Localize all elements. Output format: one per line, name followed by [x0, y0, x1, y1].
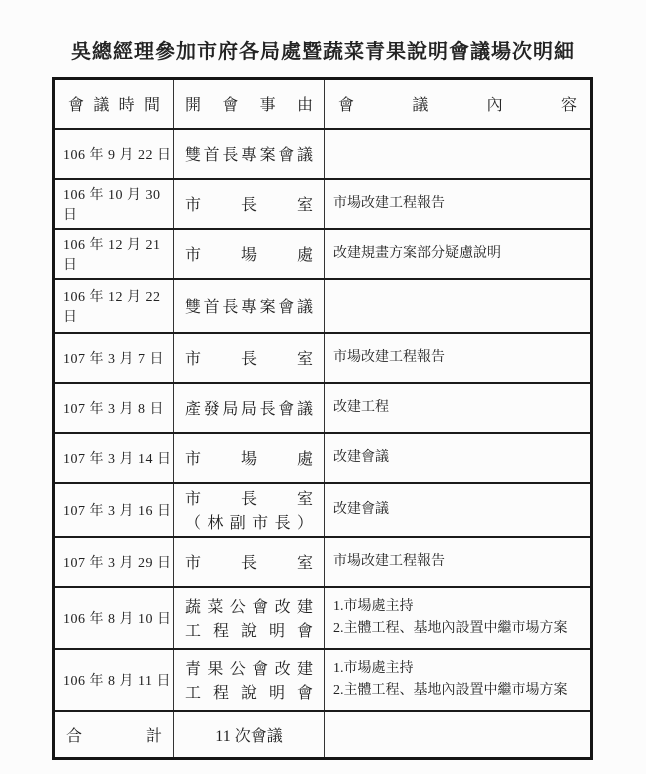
- meeting-date: 107 年 3 月 29 日: [54, 537, 174, 587]
- total-row: [54, 711, 592, 759]
- meeting-date: 106 年 12 月 22 日: [54, 279, 174, 333]
- table-header-row: [54, 79, 592, 129]
- meeting-date: 106 年 8 月 11 日: [54, 649, 174, 711]
- total-content: [325, 711, 592, 759]
- meeting-subject: 雙 首 長 專 案 會 議: [174, 279, 325, 333]
- meeting-date: 106 年 12 月 21 日: [54, 229, 174, 279]
- meeting-subject: 市 場 處: [174, 433, 325, 483]
- total-value: 11 次會議: [174, 711, 325, 759]
- meeting-date: 106 年 8 月 10 日: [54, 587, 174, 649]
- meeting-content: [325, 279, 592, 333]
- table-row: [54, 587, 592, 649]
- meeting-date: 107 年 3 月 7 日: [54, 333, 174, 383]
- meeting-content: 市場改建工程報告: [325, 179, 592, 229]
- header-meeting-subject-label: 開 會 事 由: [185, 97, 313, 115]
- meeting-subject: 市 長 室: [174, 537, 325, 587]
- table-row: [54, 649, 592, 711]
- meeting-content: [325, 129, 592, 179]
- meeting-date: 106 年 9 月 22 日: [54, 129, 174, 179]
- meeting-content: 市場改建工程報告: [325, 537, 592, 587]
- header-meeting-content: [325, 79, 592, 129]
- meeting-content: 市場改建工程報告: [325, 333, 592, 383]
- table-row: [54, 433, 592, 483]
- meeting-date: 106 年 10 月 30 日: [54, 179, 174, 229]
- meeting-subject: 市 長 室: [174, 333, 325, 383]
- table-row: [54, 229, 592, 279]
- meeting-subject: 雙 首 長 專 案 會 議: [174, 129, 325, 179]
- meeting-subject: 市 長 室: [174, 179, 325, 229]
- table-row: [54, 483, 592, 537]
- meeting-date: 107 年 3 月 14 日: [54, 433, 174, 483]
- meeting-subject: 市 場 處: [174, 229, 325, 279]
- meeting-content: 改建工程: [325, 383, 592, 433]
- meeting-date: 107 年 3 月 16 日: [54, 483, 174, 537]
- meeting-content: 1.市場處主持 2.主體工程、基地內設置中繼市場方案: [325, 649, 592, 711]
- table-row: [54, 279, 592, 333]
- meeting-content: 改建會議: [325, 483, 592, 537]
- meeting-date: 107 年 3 月 8 日: [54, 383, 174, 433]
- meeting-subject: 產 發 局 局 長 會 議: [174, 383, 325, 433]
- page-title: 吳總經理參加市府各局處暨蔬菜青果說明會議場次明細: [71, 41, 575, 63]
- meeting-schedule-table: [52, 77, 593, 760]
- table-row: [54, 333, 592, 383]
- header-meeting-time: [54, 79, 174, 129]
- table-row: [54, 383, 592, 433]
- header-meeting-content-label: 會 議 內 容: [338, 97, 577, 115]
- meeting-subject: 市 長 室 （ 林 副 市 長 ）: [174, 483, 325, 537]
- total-label: 合 計: [54, 711, 174, 759]
- table-row: [54, 537, 592, 587]
- meeting-content: 1.市場處主持 2.主體工程、基地內設置中繼市場方案: [325, 587, 592, 649]
- meeting-subject: 青 果 公 會 改 建 工 程 說 明 會: [174, 649, 325, 711]
- header-meeting-time-label: 會 議 時 間: [68, 97, 160, 115]
- table-row: [54, 129, 592, 179]
- header-meeting-subject: [174, 79, 325, 129]
- meeting-subject: 蔬 菜 公 會 改 建 工 程 說 明 會: [174, 587, 325, 649]
- table-row: [54, 179, 592, 229]
- meeting-content: 改建規畫方案部分疑慮說明: [325, 229, 592, 279]
- meeting-content: 改建會議: [325, 433, 592, 483]
